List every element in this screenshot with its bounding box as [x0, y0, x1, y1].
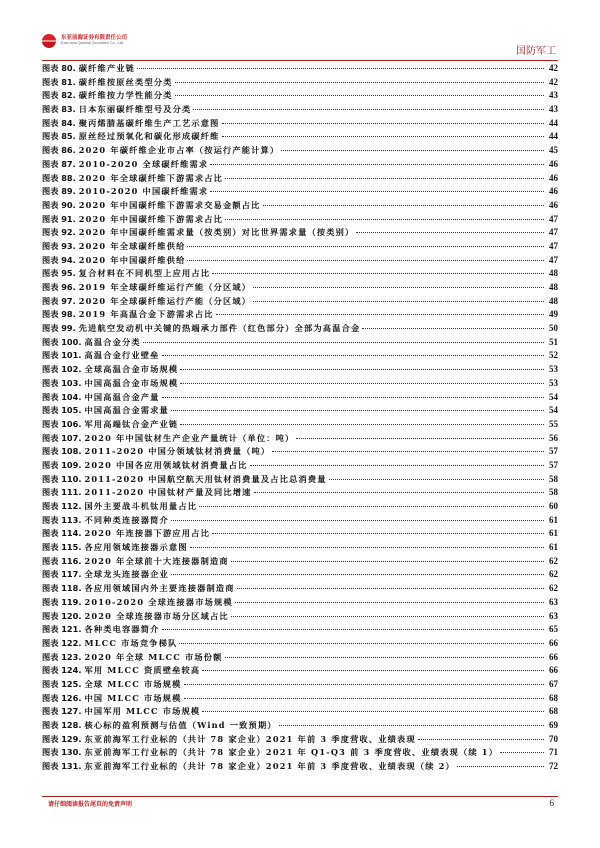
dot-leader — [171, 520, 544, 521]
toc-entry[interactable] — [42, 500, 558, 514]
toc-entry[interactable] — [42, 62, 558, 76]
figure-label: 图表 114. — [42, 528, 82, 539]
toc-entry[interactable] — [42, 705, 558, 719]
figure-table-of-contents — [42, 62, 558, 774]
toc-entry[interactable] — [42, 555, 558, 569]
figure-label: 图表 95. — [42, 268, 76, 279]
figure-label: 图表 130. — [42, 747, 82, 758]
figure-page-number[interactable]: 57 — [549, 446, 558, 457]
dot-leader — [202, 711, 544, 712]
dot-leader — [162, 397, 544, 398]
figure-page-number[interactable]: 61 — [549, 528, 558, 539]
figure-label: 图表 124. — [42, 665, 82, 676]
company-name-en: East Asia Qianhai Securities Co., Ltd. — [61, 41, 125, 46]
figure-title[interactable]: 日本东丽碳纤维型号及分类 — [78, 104, 192, 115]
toc-entry[interactable] — [42, 130, 558, 144]
figure-label: 图表 93. — [42, 240, 76, 251]
figure-page-number[interactable]: 62 — [549, 555, 558, 566]
figure-title[interactable]: 中国军用 MLCC 市场规模 — [84, 706, 201, 717]
figure-page-number[interactable]: 62 — [549, 583, 558, 594]
figure-page-number[interactable]: 70 — [549, 733, 558, 744]
figure-page-number[interactable]: 50 — [549, 323, 558, 334]
toc-entry[interactable] — [42, 527, 558, 541]
figure-page-number[interactable]: 57 — [549, 459, 558, 470]
toc-entry[interactable] — [42, 308, 558, 322]
toc-entry[interactable] — [42, 391, 558, 405]
figure-page-number[interactable]: 46 — [549, 172, 558, 183]
header-divider — [42, 60, 558, 61]
figure-title[interactable]: 全球龙头连接器企业 — [84, 569, 169, 580]
company-logo — [42, 34, 127, 48]
dot-leader — [253, 301, 544, 302]
figure-label: 图表 94. — [42, 254, 76, 265]
figure-label: 图表 117. — [42, 569, 82, 580]
figure-label: 图表 97. — [42, 295, 76, 306]
toc-entry[interactable] — [42, 172, 558, 186]
figure-label: 图表 123. — [42, 651, 82, 662]
figure-label: 图表 111. — [42, 487, 82, 498]
dot-leader — [202, 670, 544, 671]
figure-label: 图表 105. — [42, 405, 82, 416]
figure-title[interactable]: 军用高端钛合金产业链 — [84, 418, 179, 429]
dot-leader — [272, 451, 544, 452]
dot-leader — [187, 260, 544, 261]
figure-page-number[interactable]: 66 — [549, 665, 558, 676]
figure-page-number[interactable]: 49 — [549, 309, 558, 320]
figure-page-number[interactable]: 46 — [549, 186, 558, 197]
dot-leader — [225, 219, 544, 220]
figure-title[interactable]: 2020 年全球碳纤维供给 — [78, 240, 186, 251]
toc-entry[interactable] — [42, 349, 558, 363]
toc-entry[interactable] — [42, 623, 558, 637]
figure-title[interactable]: 各种类电容器简介 — [84, 624, 160, 635]
figure-label: 图表 81. — [42, 76, 76, 87]
toc-entry[interactable] — [42, 295, 558, 309]
figure-title[interactable]: 2019 年全球碳纤维运行产能（分区域） — [78, 282, 252, 292]
figure-title[interactable]: 2010-2020 中国碳纤维需求 — [78, 186, 209, 197]
toc-entry[interactable] — [42, 281, 558, 295]
figure-page-number[interactable]: 52 — [549, 350, 558, 361]
figure-title[interactable]: 高温合金行业壁垒 — [84, 350, 160, 361]
figure-title[interactable]: 2020 中国各应用领域钛材消费量占比 — [84, 459, 248, 470]
figure-title[interactable]: 2020 年中国碳纤维下游需求占比 — [78, 213, 224, 224]
figure-title[interactable]: 国外主要战斗机钛用量占比 — [84, 501, 198, 511]
figure-title[interactable]: 核心标的盈利预测与估值（Wind 一致预期） — [84, 720, 277, 730]
figure-label: 图表 103. — [42, 377, 82, 388]
figure-label: 图表 115. — [42, 542, 82, 553]
dot-leader — [180, 369, 544, 370]
toc-entry[interactable] — [42, 76, 558, 90]
figure-page-number[interactable]: 56 — [549, 432, 558, 443]
figure-label: 图表 108. — [42, 446, 82, 457]
figure-title[interactable]: 2020 全球连接器市场分区域占比 — [84, 610, 229, 621]
toc-entry[interactable] — [42, 678, 558, 692]
figure-page-number[interactable]: 71 — [549, 747, 558, 758]
figure-label: 图表 122. — [42, 637, 82, 648]
figure-title[interactable]: 军用 MLCC 资质壁垒较高 — [84, 665, 201, 676]
figure-page-number[interactable]: 48 — [549, 268, 558, 279]
figure-title[interactable]: 2011-2020 中国分领域钛材消费量（吨） — [84, 446, 271, 457]
figure-label: 图表 104. — [42, 391, 82, 402]
footer-divider — [42, 796, 558, 797]
figure-title[interactable]: 碳纤维产业链 — [78, 63, 136, 73]
figure-title[interactable]: 各应用领域国内外主要连接器制造商 — [84, 583, 235, 594]
figure-page-number[interactable]: 69 — [549, 720, 558, 730]
dot-leader — [253, 287, 544, 288]
figure-page-number[interactable]: 72 — [549, 761, 558, 772]
toc-entry[interactable] — [42, 486, 558, 500]
dot-leader — [210, 164, 544, 165]
figure-page-number[interactable]: 68 — [549, 692, 558, 703]
figure-label: 图表 129. — [42, 733, 82, 744]
toc-entry[interactable] — [42, 760, 558, 774]
dot-leader — [235, 602, 544, 603]
dot-leader — [250, 465, 544, 466]
figure-page-number[interactable]: 54 — [549, 405, 558, 416]
dot-leader — [180, 383, 544, 384]
figure-label: 图表 110. — [42, 473, 82, 484]
toc-entry[interactable] — [42, 322, 558, 336]
toc-entry[interactable] — [42, 240, 558, 254]
toc-entry[interactable] — [42, 541, 558, 555]
figure-title[interactable]: 2020 年碳纤维企业市占率（按运行产能计算） — [78, 145, 280, 156]
toc-entry[interactable] — [42, 692, 558, 706]
toc-entry[interactable] — [42, 158, 558, 172]
figure-label: 图表 109. — [42, 459, 82, 470]
dot-leader — [175, 95, 544, 96]
figure-page-number[interactable]: 51 — [549, 336, 558, 347]
dot-leader — [212, 533, 544, 534]
figure-label: 图表 125. — [42, 678, 82, 689]
logo-emblem-icon — [42, 34, 56, 48]
toc-entry[interactable] — [42, 144, 558, 158]
figure-label: 图表 99. — [42, 323, 76, 334]
figure-page-number[interactable]: 61 — [549, 514, 558, 525]
figure-title[interactable]: 碳纤维按力学性能分类 — [78, 90, 173, 101]
toc-entry[interactable] — [42, 596, 558, 610]
figure-title[interactable]: 2010-2020 全球碳纤维需求 — [78, 158, 209, 169]
figure-title[interactable]: 聚丙烯腈基碳纤维生产工艺示意图 — [78, 117, 220, 128]
figure-title[interactable]: 2020 年连接器下游应用占比 — [84, 528, 210, 539]
page-number: 6 — [549, 798, 554, 808]
figure-label: 图表 89. — [42, 186, 76, 197]
figure-title[interactable]: 2020 年全球碳纤维运行产能（分区域） — [78, 295, 252, 306]
toc-entry[interactable] — [42, 610, 558, 624]
figure-title[interactable]: 原丝经过预氧化和碳化形成碳纤维 — [78, 131, 220, 142]
dot-leader — [281, 150, 544, 151]
dot-leader — [222, 123, 544, 124]
figure-label: 图表 87. — [42, 158, 76, 169]
figure-page-number[interactable]: 47 — [549, 240, 558, 251]
dot-leader — [137, 68, 544, 69]
figure-title[interactable]: MLCC 市场竞争梯队 — [84, 637, 178, 648]
toc-entry[interactable] — [42, 651, 558, 665]
figure-page-number[interactable]: 44 — [549, 117, 558, 128]
toc-entry[interactable] — [42, 213, 558, 227]
figure-label: 图表 131. — [42, 761, 82, 772]
figure-title[interactable]: 高温合金分类 — [84, 336, 141, 347]
figure-title[interactable]: 中国高温合金市场规模 — [84, 377, 179, 388]
figure-title[interactable]: 中国 MLCC 市场规模 — [84, 692, 182, 703]
page-header — [42, 30, 558, 60]
figure-label: 图表 106. — [42, 418, 82, 429]
dot-leader — [180, 424, 544, 425]
figure-page-number[interactable]: 58 — [549, 473, 558, 484]
figure-title[interactable]: 2020 年中国钛材生产企业产量统计（单位：吨） — [84, 432, 295, 443]
dot-leader — [184, 684, 544, 685]
dot-leader — [231, 561, 544, 562]
figure-title[interactable]: 中国高温合金产量 — [84, 391, 160, 402]
figure-page-number[interactable]: 58 — [549, 487, 558, 498]
figure-title[interactable]: 中国高温合金需求量 — [84, 405, 169, 416]
dot-leader — [296, 438, 544, 439]
figure-page-number[interactable]: 53 — [549, 377, 558, 388]
toc-entry[interactable] — [42, 226, 558, 240]
toc-entry[interactable] — [42, 199, 558, 213]
figure-page-number[interactable]: 67 — [549, 678, 558, 689]
figure-page-number[interactable]: 46 — [549, 199, 558, 210]
figure-title[interactable]: 2020 年全球前十大连接器制造商 — [84, 555, 229, 566]
figure-label: 图表 116. — [42, 555, 82, 566]
toc-entry[interactable] — [42, 254, 558, 268]
toc-entry[interactable] — [42, 746, 558, 760]
dot-leader — [279, 725, 544, 726]
figure-title[interactable]: 东亚前海军工行业标的（共计 78 家企业）2021 年前 3 季度营收、业绩表现 — [84, 733, 416, 744]
figure-label: 图表 80. — [42, 63, 76, 73]
figure-label: 图表 112. — [42, 501, 82, 511]
toc-entry[interactable] — [42, 89, 558, 103]
dot-leader — [171, 410, 544, 411]
figure-label: 图表 83. — [42, 104, 76, 115]
toc-entry[interactable] — [42, 733, 558, 747]
toc-entry[interactable] — [42, 363, 558, 377]
toc-entry[interactable] — [42, 377, 558, 391]
disclaimer-text: 请仔细阅读报告尾页的免责声明 — [48, 801, 133, 808]
figure-title[interactable]: 先进航空发动机中关键的热端承力部件（红色部分）全部为高温合金 — [78, 323, 361, 334]
figure-title[interactable]: 2019 年高温合金下游需求占比 — [78, 309, 214, 320]
figure-label: 图表 98. — [42, 309, 76, 320]
toc-entry[interactable] — [42, 432, 558, 446]
figure-page-number[interactable]: 47 — [549, 254, 558, 265]
figure-label: 图表 82. — [42, 90, 76, 101]
figure-page-number[interactable]: 60 — [549, 501, 558, 511]
section-title: 国防军工 — [516, 46, 556, 57]
figure-page-number[interactable]: 45 — [549, 145, 558, 156]
toc-entry[interactable] — [42, 103, 558, 117]
toc-entry[interactable] — [42, 445, 558, 459]
toc-entry[interactable] — [42, 185, 558, 199]
dot-leader — [216, 314, 544, 315]
toc-entry[interactable] — [42, 514, 558, 528]
figure-label: 图表 119. — [42, 596, 82, 607]
figure-label: 图表 86. — [42, 145, 76, 156]
figure-label: 图表 128. — [42, 720, 82, 730]
dot-leader — [418, 739, 544, 740]
figure-label: 图表 88. — [42, 172, 76, 183]
figure-label: 图表 84. — [42, 117, 76, 128]
toc-entry[interactable] — [42, 459, 558, 473]
figure-label: 图表 113. — [42, 514, 82, 525]
figure-title[interactable]: 不同种类连接器简介 — [84, 514, 169, 525]
dot-leader — [237, 588, 544, 589]
figure-label: 图表 107. — [42, 432, 82, 443]
figure-label: 图表 91. — [42, 213, 76, 224]
toc-entry[interactable] — [42, 664, 558, 678]
figure-page-number[interactable]: 47 — [549, 227, 558, 238]
figure-page-number[interactable]: 66 — [549, 637, 558, 648]
figure-page-number[interactable]: 62 — [549, 569, 558, 580]
dot-leader — [225, 657, 544, 658]
dot-leader — [162, 355, 544, 356]
figure-page-number[interactable]: 43 — [549, 104, 558, 115]
figure-title[interactable]: 全球 MLCC 市场规模 — [84, 678, 182, 689]
toc-entry[interactable] — [42, 336, 558, 350]
dot-leader — [193, 109, 544, 110]
dot-leader — [171, 574, 544, 575]
figure-title[interactable]: 复合材料在不同机型上应用占比 — [78, 268, 211, 279]
toc-entry[interactable] — [42, 582, 558, 596]
figure-title[interactable]: 东亚前海军工行业标的（共计 78 家企业）2021 年 Q1-Q3 前 3 季度营收、业绩表现（续 1） — [84, 747, 499, 758]
dot-leader — [199, 506, 544, 507]
figure-title[interactable]: 2011-2020 中国钛材产量及同比增速 — [84, 487, 252, 498]
figure-label: 图表 96. — [42, 282, 76, 292]
figure-label: 图表 126. — [42, 692, 82, 703]
figure-label: 图表 121. — [42, 624, 82, 635]
figure-page-number[interactable]: 53 — [549, 364, 558, 375]
figure-title[interactable]: 碳纤维按原丝类型分类 — [78, 76, 173, 87]
figure-label: 图表 90. — [42, 199, 76, 210]
figure-page-number[interactable]: 55 — [549, 418, 558, 429]
figure-page-number[interactable]: 65 — [549, 624, 558, 635]
figure-page-number[interactable]: 63 — [549, 610, 558, 621]
figure-page-number[interactable]: 68 — [549, 706, 558, 717]
dot-leader — [143, 342, 544, 343]
dot-leader — [222, 136, 544, 137]
dot-leader — [329, 479, 544, 480]
toc-entry[interactable] — [42, 418, 558, 432]
figure-label: 图表 92. — [42, 227, 76, 238]
dot-leader — [190, 547, 544, 548]
toc-entry[interactable] — [42, 568, 558, 582]
figure-label: 图表 100. — [42, 336, 82, 347]
figure-title[interactable]: 各应用领域连接器示意图 — [84, 542, 188, 553]
dot-leader — [162, 629, 544, 630]
dot-leader — [184, 698, 544, 699]
toc-entry[interactable] — [42, 719, 558, 733]
dot-leader — [263, 205, 544, 206]
figure-page-number[interactable]: 42 — [549, 63, 558, 73]
dot-leader — [500, 752, 544, 753]
figure-page-number[interactable]: 54 — [549, 391, 558, 402]
figure-page-number[interactable]: 63 — [549, 596, 558, 607]
figure-title[interactable]: 2011-2020 中国航空航天用钛材消费量及占比总消费量 — [84, 473, 327, 484]
dot-leader — [187, 246, 544, 247]
figure-label: 图表 85. — [42, 131, 76, 142]
figure-title[interactable]: 东亚前海军工行业标的（共计 78 家企业）2021 年前 3 季度营收、业绩表现（续 2） — [84, 761, 455, 772]
figure-label: 图表 101. — [42, 350, 82, 361]
dot-leader — [179, 643, 544, 644]
figure-title[interactable]: 2010-2020 全球连接器市场规模 — [84, 596, 233, 607]
figure-title[interactable]: 2020 年全球碳纤维下游需求占比 — [78, 172, 224, 183]
figure-title[interactable]: 2020 年中国碳纤维供给 — [78, 254, 186, 265]
figure-page-number[interactable]: 48 — [549, 282, 558, 292]
dot-leader — [362, 328, 544, 329]
figure-label: 图表 102. — [42, 364, 82, 375]
figure-title[interactable]: 2020 年全球 MLCC 市场份额 — [84, 651, 223, 662]
figure-page-number[interactable]: 66 — [549, 651, 558, 662]
figure-page-number[interactable]: 44 — [549, 131, 558, 142]
figure-page-number[interactable]: 43 — [549, 90, 558, 101]
figure-title[interactable]: 2020 年中国碳纤维需求量（按类别）对比世界需求量（按类别） — [78, 227, 355, 238]
toc-entry[interactable] — [42, 267, 558, 281]
figure-page-number[interactable]: 47 — [549, 213, 558, 224]
toc-entry[interactable] — [42, 473, 558, 487]
toc-entry[interactable] — [42, 637, 558, 651]
figure-page-number[interactable]: 42 — [549, 76, 558, 87]
dot-leader — [254, 492, 544, 493]
figure-page-number[interactable]: 48 — [549, 295, 558, 306]
dot-leader — [225, 178, 544, 179]
figure-page-number[interactable]: 61 — [549, 542, 558, 553]
company-name-cn: 东亚前海证券有限责任公司 — [61, 34, 128, 41]
dot-leader — [457, 766, 544, 767]
dot-leader — [210, 191, 544, 192]
dot-leader — [356, 232, 544, 233]
figure-page-number[interactable]: 46 — [549, 158, 558, 169]
dot-leader — [212, 273, 544, 274]
figure-label: 图表 118. — [42, 583, 82, 594]
figure-label: 图表 120. — [42, 610, 82, 621]
dot-leader — [175, 82, 544, 83]
figure-title[interactable]: 全球高温合金市场规模 — [84, 364, 179, 375]
dot-leader — [231, 616, 544, 617]
toc-entry[interactable] — [42, 404, 558, 418]
toc-entry[interactable] — [42, 117, 558, 131]
figure-label: 图表 127. — [42, 706, 82, 717]
figure-title[interactable]: 2020 年中国碳纤维下游需求交易金额占比 — [78, 199, 261, 210]
